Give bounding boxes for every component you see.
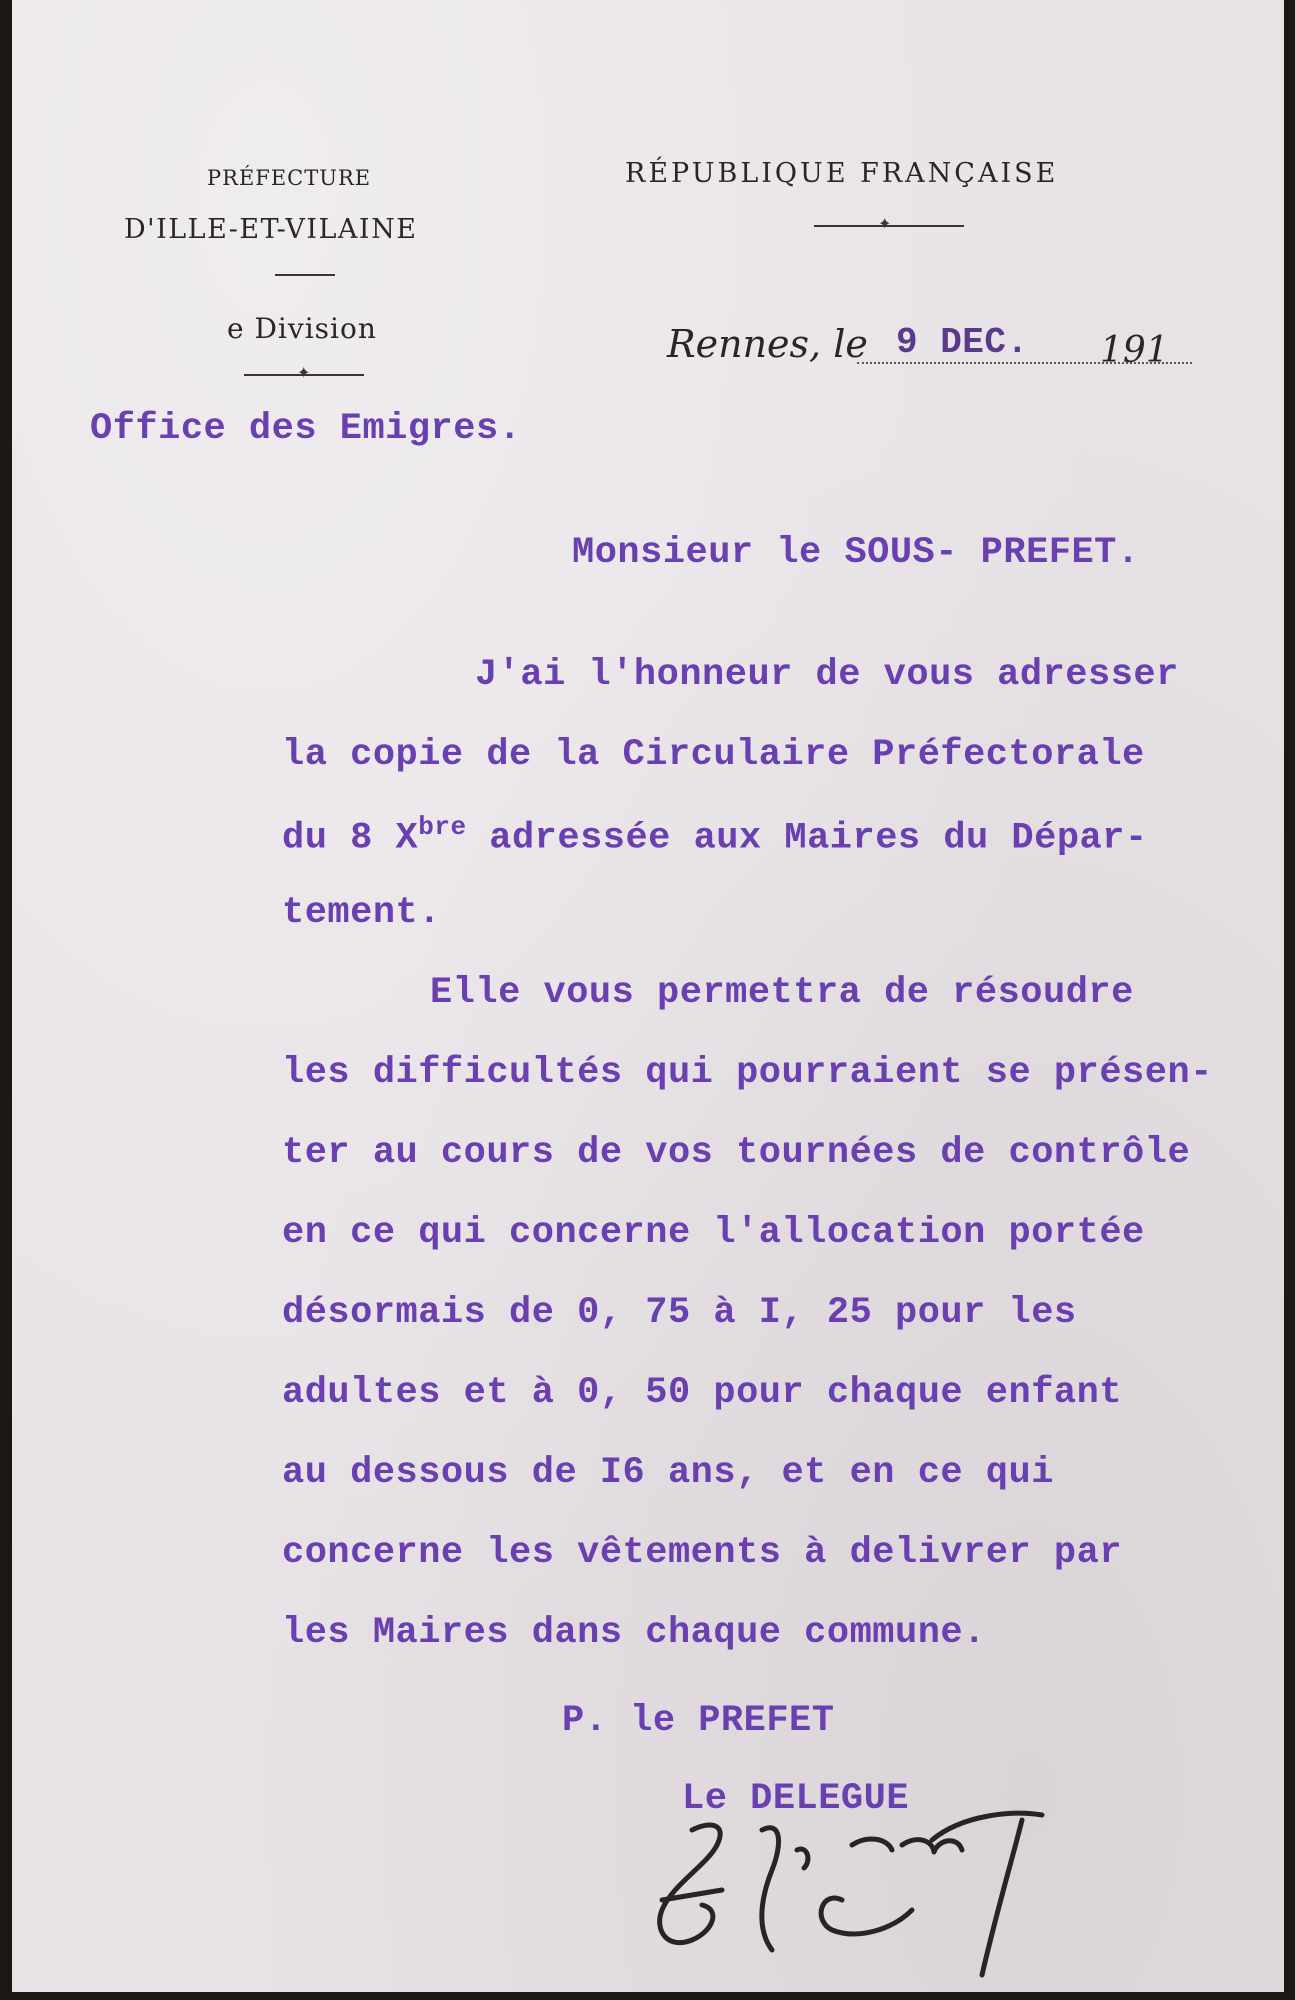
- place-label: Rennes, le: [667, 322, 868, 366]
- republic-ornament-icon: ✦: [878, 214, 892, 233]
- letter-sheet: [12, 0, 1284, 1992]
- superscript-bre: bre: [418, 812, 467, 842]
- body-line: désormais de 0, 75 à I, 25 pour les: [282, 1292, 1077, 1334]
- body-line: tement.: [282, 892, 441, 934]
- date-value: 9 DEC.: [896, 322, 1029, 363]
- body-line: en ce qui concerne l'allocation portée: [282, 1212, 1145, 1254]
- office-label: Office des Emigres.: [90, 408, 522, 450]
- header-rule-left: [275, 274, 335, 276]
- body-text-part: du 8 X: [282, 817, 419, 860]
- prefecture-label: PRÉFECTURE: [207, 166, 372, 190]
- salutation: Monsieur le SOUS- PREFET.: [572, 532, 1140, 574]
- body-line: les difficultés qui pourraient se présen-: [282, 1052, 1213, 1094]
- body-line: [282, 812, 1148, 859]
- department-label: D'ILLE-ET-VILAINE: [124, 214, 418, 245]
- division-label: e Division: [227, 312, 377, 345]
- body-line: concerne les vêtements à delivrer par: [282, 1532, 1123, 1574]
- body-line: les Maires dans chaque commune.: [282, 1612, 986, 1654]
- division-ornament-icon: ✦: [297, 363, 311, 382]
- body-line: adultes et à 0, 50 pour chaque enfant: [282, 1372, 1123, 1414]
- body-line: au dessous de I6 ans, et en ce qui: [282, 1452, 1054, 1494]
- year-label: 191: [1100, 330, 1169, 371]
- body-line: ter au cours de vos tournées de contrôle: [282, 1132, 1191, 1174]
- closing-line-delegue: Le DELEGUE: [682, 1778, 910, 1820]
- body-line: J'ai l'honneur de vous adresser: [475, 654, 1179, 696]
- closing-line-prefet: P. le PREFET: [562, 1700, 835, 1742]
- handwritten-signature: [632, 1790, 1052, 1980]
- body-text-part: adressée aux Maires du Dépar-: [466, 817, 1148, 860]
- republic-label: RÉPUBLIQUE FRANÇAISE: [625, 158, 1059, 189]
- body-line: Elle vous permettra de résoudre: [430, 972, 1134, 1014]
- body-line: la copie de la Circulaire Préfectorale: [282, 734, 1145, 776]
